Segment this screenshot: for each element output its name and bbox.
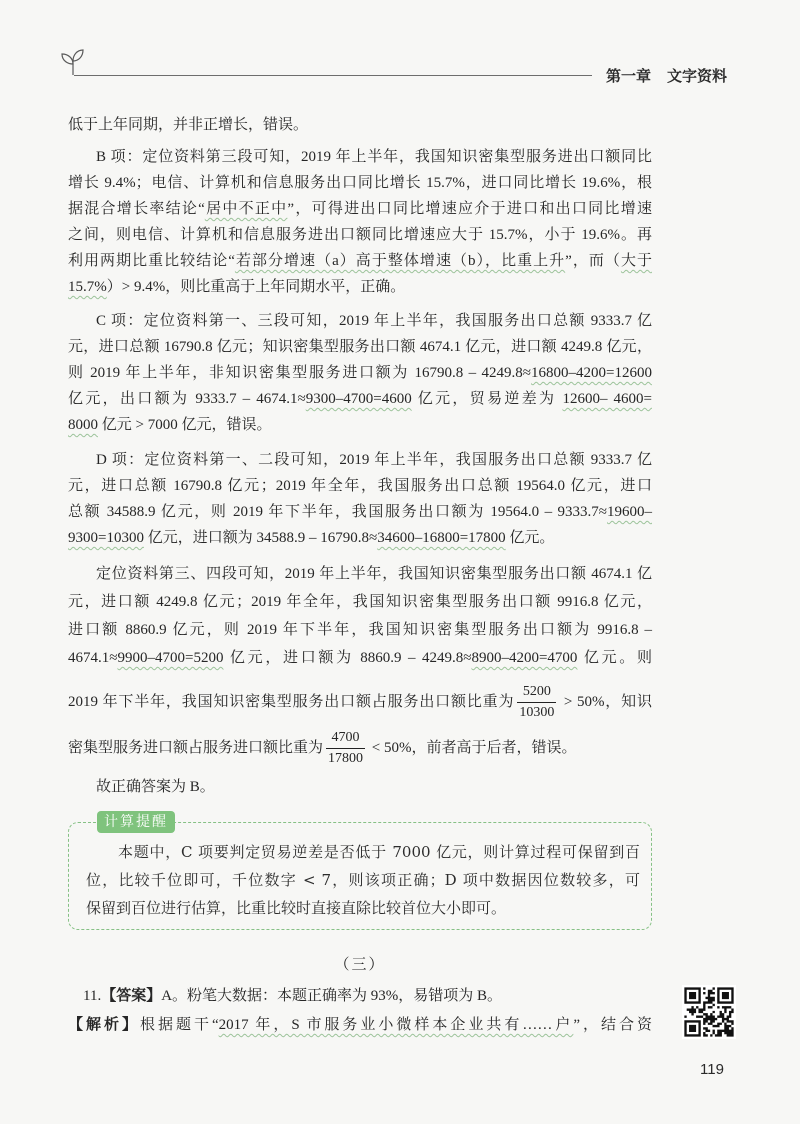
underlined-segment: 9300=10300 (68, 530, 144, 546)
sprout-left-leaf (62, 54, 73, 64)
text-segment: 利用两期比重比较结论“ (68, 253, 235, 269)
text-line (68, 386, 652, 412)
text-line (68, 473, 652, 499)
qr-pattern (684, 987, 733, 1036)
text-segment: B 项：定位资料第三段可知，2019 年上半年，我国知识密集型服务进出口额同比 (96, 149, 652, 165)
tip-label: 计算提醒 (97, 811, 175, 833)
fraction-denominator: 10300 (519, 705, 555, 721)
qr-code (682, 985, 736, 1039)
text-segment: 故正确答案为 B。 (96, 779, 215, 795)
text-segment: 2019 年下半年，我国知识密集型服务出口额占服务出口额比重为 (68, 694, 515, 710)
text-line (68, 679, 652, 725)
underlined-segment: 2017 年，S 市服务业小微样本企业共有……户 (218, 1017, 574, 1033)
tip-text (86, 838, 640, 922)
underlined-segment: 15.7% (68, 279, 107, 295)
text-segment: C 项：定位资料第一、三段可知，2019 年上半年，我国服务出口总额 9333.7 亿 (96, 313, 652, 329)
paragraph-continuation (68, 112, 652, 138)
underlined-segment: 9300–4700=4600 (305, 391, 412, 407)
tip-line: 本题中，C 项要判定贸易逆差是否低于 7000 亿元，则计算过程可保留到百 (118, 843, 640, 861)
text-segment: 定位资料第三、四段可知，2019 年上半年，我国知识密集型服务出口额 4674.1 亿 (96, 566, 652, 582)
text-segment: 亿元，出口额为 9333.7 – 4674.1≈ (68, 391, 306, 407)
text-segment: 密集型服务进口额占服务进口额比重为 (68, 740, 324, 756)
text-line (68, 308, 652, 334)
text-line (68, 360, 652, 386)
sprout-icon (60, 48, 84, 76)
underlined-segment: 大于 (620, 253, 652, 269)
fraction-line-import-share (68, 725, 652, 771)
question-11-answer (83, 983, 652, 1009)
text-line (68, 248, 652, 274)
text-segment: 4674.1≈ (68, 650, 118, 666)
underlined-segment: 12600– 4600= (562, 391, 652, 407)
question-number: 11. (83, 988, 102, 1004)
text-segment: 亿元。则 (577, 650, 652, 666)
text-segment: ”，可得进出口同比增速应介于进口和出口同比增速 (287, 201, 652, 217)
text-line (68, 274, 652, 300)
underlined-segment: 若部分增速（a）高于整体增速（b），比重上升 (234, 253, 566, 269)
underlined-segment: 居中不正中 (204, 201, 288, 217)
text-segment: 亿元，进口额为 34588.9 – 16790.8≈ (143, 530, 378, 546)
text-segment: 亿元。 (505, 530, 555, 546)
underlined-segment: 9900–4700=5200 (117, 650, 224, 666)
text-segment: D 项：定位资料第一、二段可知，2019 年上半年，我国服务出口总额 9333.7 亿 (96, 452, 652, 468)
analysis-tag: 【解析】 (68, 1017, 140, 1033)
answer-tag: 【答案】 (101, 988, 162, 1004)
underlined-segment: 19600– (607, 504, 652, 520)
paragraph-option-d (68, 447, 652, 551)
text-segment: 之间，则电信、计算机和信息服务进出口额同比增速应大于 15.7%，小于 19.6%。再 (68, 227, 652, 243)
paragraph-option-c (68, 308, 652, 438)
fraction (517, 682, 556, 723)
fraction-numerator: 5200 (517, 682, 556, 703)
underlined-segment: 8900–4200=4700 (471, 650, 578, 666)
text-segment: 低于上年同期，并非正增长，错误。 (68, 117, 309, 133)
question-11-analysis (68, 1012, 652, 1038)
fraction-numerator: 4700 (326, 728, 365, 749)
header-rule (74, 75, 592, 76)
text-line (68, 588, 652, 616)
fraction-line-export-share (68, 679, 652, 725)
text-segment: < 50%，前者高于后者，错误。 (368, 740, 577, 756)
text-segment: 元，进口额 4249.8 亿元；2019 年全年，我国知识密集型服务出口额 9916.8 亿元， (68, 594, 652, 610)
fraction (326, 728, 365, 769)
text-line (68, 774, 652, 800)
tip-line: 位，比较千位即可，千位数字 < 7，则该项正确；D 项中数据因位数较多，可 (86, 871, 640, 889)
underlined-segment: 16800–4200=12600 (531, 365, 652, 381)
paragraph-option-b (68, 144, 652, 300)
answer-text: A。粉笔大数据：本题正确率为 93%，易错项为 B。 (161, 988, 503, 1004)
text-segment: 亿元，进口额为 8860.9 – 4249.8≈ (223, 650, 472, 666)
text-segment: 则 2019 年上半年，非知识密集型服务进口额为 16790.8 – 4249.8≈ (68, 365, 532, 381)
text-segment: 亿元，贸易逆差为 (411, 391, 563, 407)
text-line (68, 112, 652, 138)
text-segment: 进口额 8860.9 亿元，则 2019 年下半年，我国知识密集型服务出口额为 9916.8 – (68, 622, 652, 638)
text-line (68, 170, 652, 196)
chapter-number: 第一章 (606, 67, 652, 85)
chapter-header (606, 66, 727, 86)
fraction-denominator: 17800 (328, 751, 364, 767)
text-line (68, 644, 652, 672)
text-segment: 元，进口总额 16790.8 亿元；2019 年全年，我国服务出口总额 19564.0 亿元，进口 (68, 478, 652, 494)
text-segment: 根据题干“ (139, 1017, 219, 1033)
sprout-right-leaf (73, 50, 83, 61)
page-number: 119 (700, 1061, 724, 1078)
text-line (68, 525, 652, 551)
text-line (68, 560, 652, 588)
text-segment: ”，而（ (565, 253, 621, 269)
underlined-segment: 34600–16800=17800 (377, 530, 506, 546)
text-line (68, 616, 652, 644)
conclusion (68, 774, 652, 800)
underlined-segment: 8000 (68, 417, 98, 433)
text-segment: 亿元 > 7000 亿元，错误。 (98, 417, 272, 433)
text-line (68, 144, 652, 170)
paragraph-option-d-continued (68, 560, 652, 672)
text-line (68, 725, 652, 771)
text-line (68, 447, 652, 473)
text-segment: ）> 9.4%，则比重高于上年同期水平，正确。 (106, 279, 406, 295)
tip-line: 保留到百位进行估算，比重比较时直接直除比较首位大小即可。 (86, 899, 507, 917)
text-segment: 元，进口总额 16790.8 亿元；知识密集型服务出口额 4674.1 亿元，进口额 4249.8 亿元， (68, 339, 652, 355)
text-segment: 总额 34588.9 亿元，则 2019 年下半年，我国服务出口额为 19564.0 – 9333.7≈ (68, 504, 607, 520)
chapter-title: 文字资料 (667, 67, 728, 85)
text-line (68, 499, 652, 525)
text-line (68, 222, 652, 248)
text-line (68, 196, 652, 222)
text-line (68, 412, 652, 438)
text-segment: 据混合增长率结论“ (68, 201, 205, 217)
text-segment: ”，结合资 (573, 1017, 652, 1033)
text-segment: 增长 9.4%；电信、计算机和信息服务出口同比增长 15.7%，进口同比增长 19.6%，根 (68, 175, 652, 191)
text-segment: > 50%，知识 (559, 694, 652, 710)
text-line (68, 1012, 652, 1038)
text-line (68, 334, 652, 360)
section-heading: （三） (334, 957, 386, 973)
